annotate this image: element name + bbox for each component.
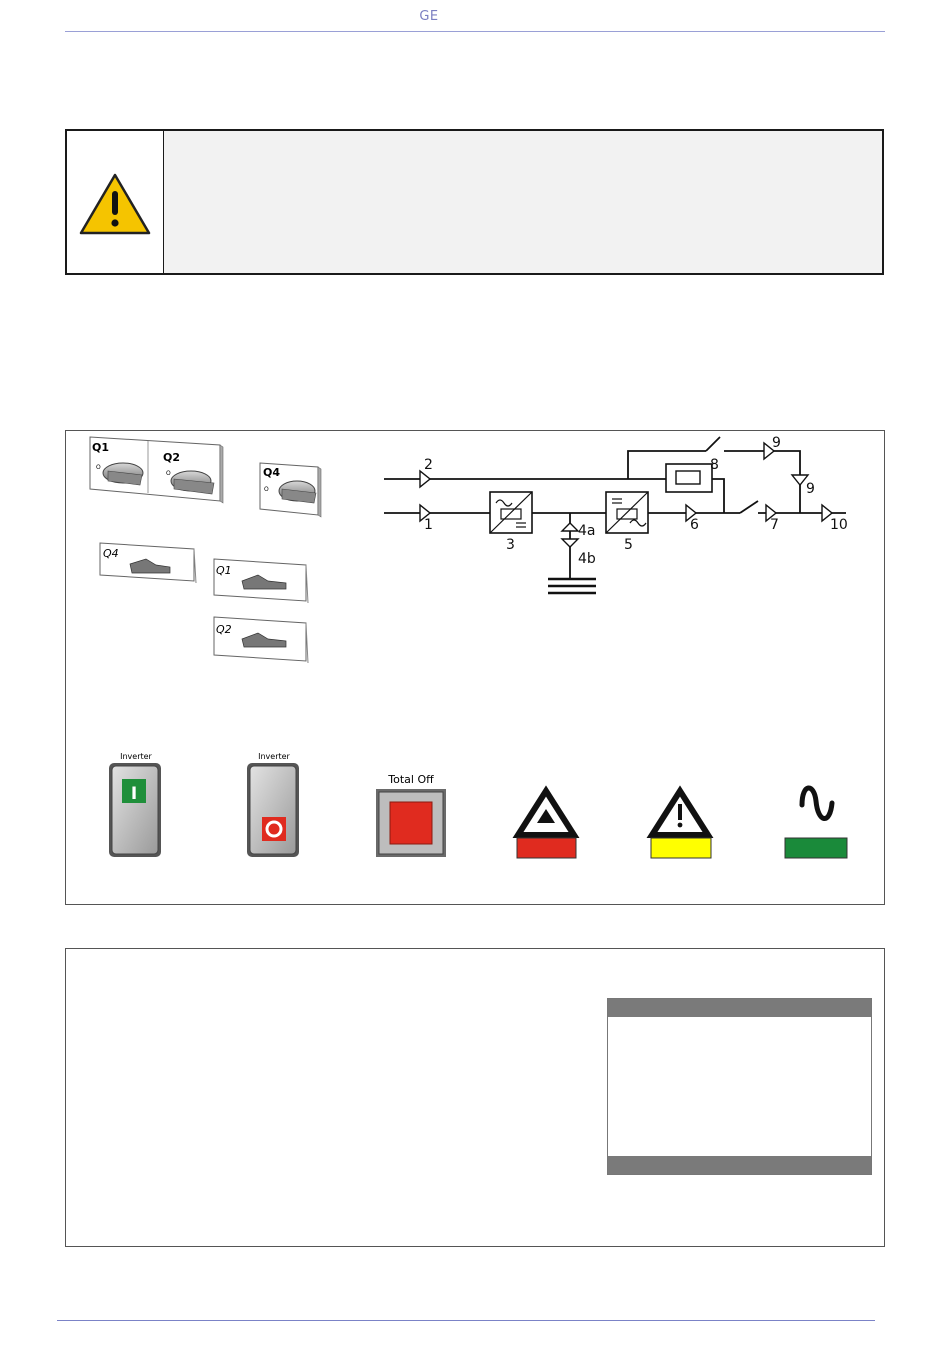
label-7: 7	[770, 517, 779, 533]
label-2: 2	[424, 457, 433, 473]
label-1: 1	[424, 517, 433, 533]
label-q1-side: Q1	[216, 564, 232, 577]
switch-panel-q4	[260, 463, 321, 517]
label-q2-side: Q2	[216, 623, 232, 636]
single-line-diagram	[384, 437, 846, 593]
header-brand: GE	[419, 9, 439, 24]
header-rule	[65, 31, 885, 32]
label-9-right: 9	[806, 481, 815, 497]
inverter-symbol	[606, 492, 648, 533]
warning-led-yellow	[651, 838, 711, 858]
inverter-off-button[interactable]	[247, 752, 299, 857]
footer-rule	[57, 1320, 875, 1321]
rectifier-symbol	[490, 492, 532, 533]
warning-indicator	[651, 791, 711, 858]
label-q4-side: Q4	[103, 547, 119, 560]
label-6: 6	[690, 517, 699, 533]
lcd-footer-bar	[608, 1156, 871, 1174]
inverter-off-label: Inverter	[258, 752, 290, 761]
lcd-figure-box	[65, 948, 885, 1247]
warning-icon-cell	[67, 131, 164, 273]
label-5: 5	[624, 537, 633, 553]
switch-side-q4	[100, 543, 196, 583]
label-8: 8	[710, 457, 719, 473]
switch-panel-q1-q2	[90, 437, 223, 503]
label-4b: 4b	[578, 551, 596, 567]
label-10: 10	[830, 517, 848, 533]
inverter-on-label: Inverter	[120, 752, 152, 761]
load-indicator	[785, 788, 847, 858]
label-q2: Q2	[163, 451, 181, 464]
lcd-header-bar	[608, 999, 871, 1017]
label-9-top: 9	[772, 435, 781, 451]
switch-side-q1	[214, 559, 308, 603]
warning-triangle-icon	[67, 131, 163, 273]
svg-text:O: O	[166, 470, 171, 477]
lcd-display	[607, 998, 872, 1175]
label-4a: 4a	[578, 523, 596, 539]
svg-text:O: O	[96, 464, 101, 471]
total-off-label: Total Off	[388, 773, 434, 786]
ups-figure	[65, 430, 885, 905]
inverter-on-button[interactable]	[109, 752, 161, 857]
switch-side-q2	[214, 617, 308, 663]
figure-canvas	[66, 431, 884, 904]
diagram-labels	[424, 435, 848, 567]
warning-box	[65, 129, 884, 275]
load-led-green	[785, 838, 847, 858]
inverter-on-glyph: I	[130, 784, 138, 804]
alarm-led-red	[517, 838, 576, 858]
svg-text:O: O	[264, 486, 269, 493]
label-q1: Q1	[92, 441, 110, 454]
sine-wave-icon	[802, 788, 832, 819]
label-q4: Q4	[263, 466, 281, 479]
alarm-indicator	[517, 791, 576, 858]
total-off-button[interactable]	[376, 773, 446, 857]
label-3: 3	[506, 537, 515, 553]
